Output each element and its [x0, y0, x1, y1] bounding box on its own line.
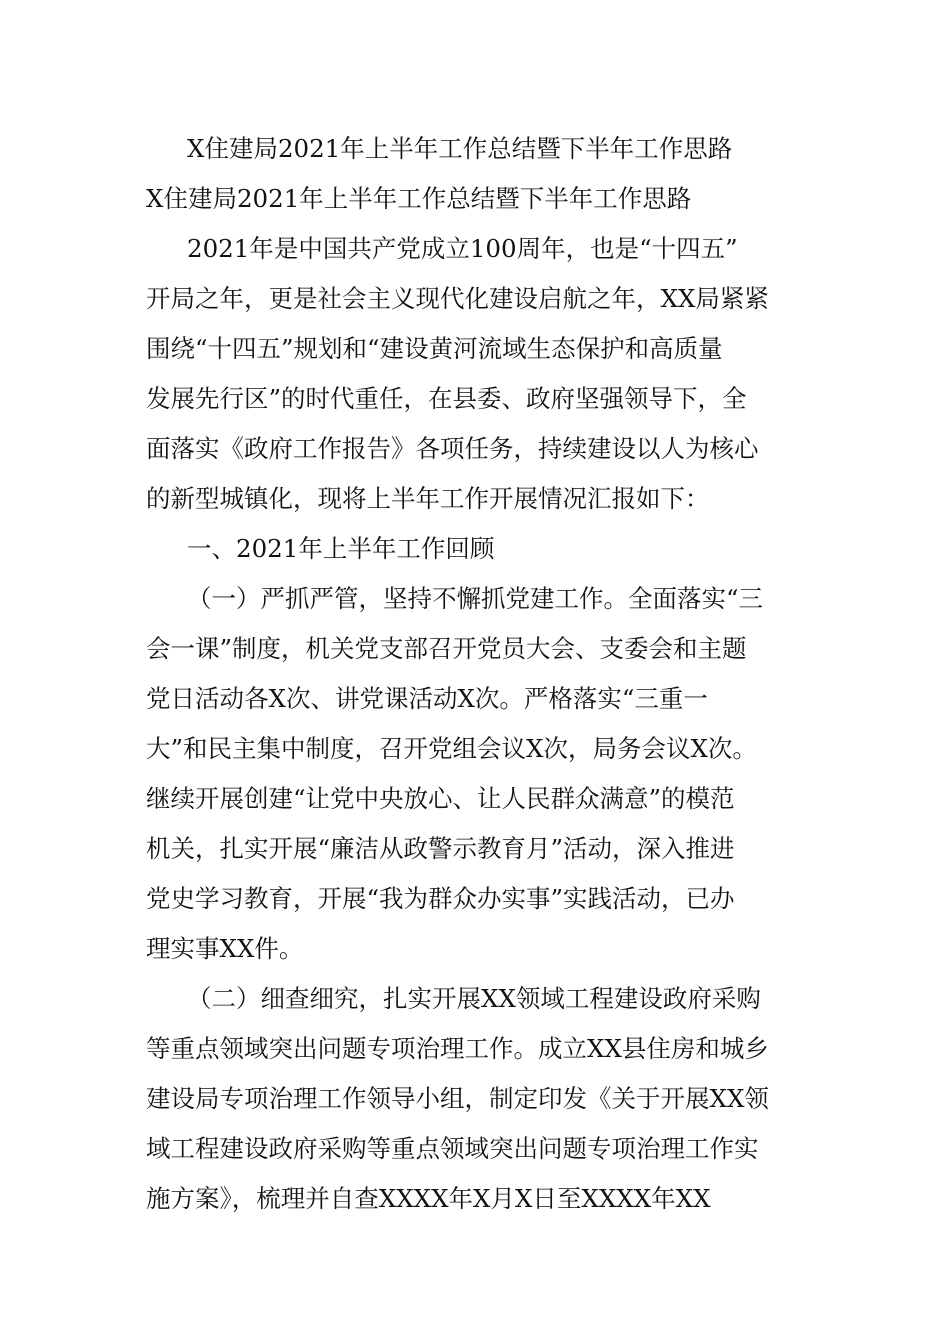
intro-line: 围绕“十四五”规划和“建设黄河流域生态保护和高质量 [146, 334, 723, 363]
intro-line: 开局之年，更是社会主义现代化建设启航之年，XX局紧紧 [146, 284, 769, 313]
paragraph-line: 会一课”制度，机关党支部召开党员大会、支委会和主题 [146, 634, 747, 663]
paragraph-line: 等重点领域突出问题专项治理工作。成立XX县住房和城乡 [146, 1034, 769, 1063]
paragraph-line: 继续开展创建“让党中央放心、让人民群众满意”的模范 [146, 784, 735, 813]
paragraph-line: 施方案》，梳理并自查XXXX年X月X日至XXXX年XX [146, 1184, 711, 1213]
paragraph-line: 党史学习教育，开展“我为群众办实事”实践活动，已办 [146, 884, 735, 913]
section-heading: 一、2021年上半年工作回顾 [187, 534, 495, 563]
header-title: X住建局2021年上半年工作总结暨下半年工作思路 [187, 134, 733, 163]
paragraph-line: 党日活动各X次、讲党课活动X次。严格落实“三重一 [146, 684, 708, 713]
document-title: X住建局2021年上半年工作总结暨下半年工作思路 [146, 184, 692, 213]
paragraph-line: （二）细查细究，扎实开展XX领域工程建设政府采购 [187, 984, 761, 1013]
paragraph-line: 大”和民主集中制度，召开党组会议X次，局务会议X次。 [146, 734, 757, 763]
paragraph-line: 机关，扎实开展“廉洁从政警示教育月”活动，深入推进 [146, 834, 735, 863]
intro-line: 2021年是中国共产党成立100周年，也是“十四五” [187, 234, 738, 263]
intro-line: 的新型城镇化，现将上半年工作开展情况汇报如下： [146, 484, 710, 513]
paragraph-line: 建设局专项治理工作领导小组，制定印发《关于开展XX领 [146, 1084, 769, 1113]
paragraph-line: （一）严抓严管，坚持不懈抓党建工作。全面落实“三 [187, 584, 764, 613]
intro-line: 发展先行区”的时代重任，在县委、政府坚强领导下，全 [146, 384, 747, 413]
paragraph-line: 理实事XX件。 [146, 934, 304, 963]
paragraph-line: 域工程建设政府采购等重点领域突出问题专项治理工作实 [146, 1134, 759, 1163]
intro-line: 面落实《政府工作报告》各项任务，持续建设以人为核心 [146, 434, 759, 463]
